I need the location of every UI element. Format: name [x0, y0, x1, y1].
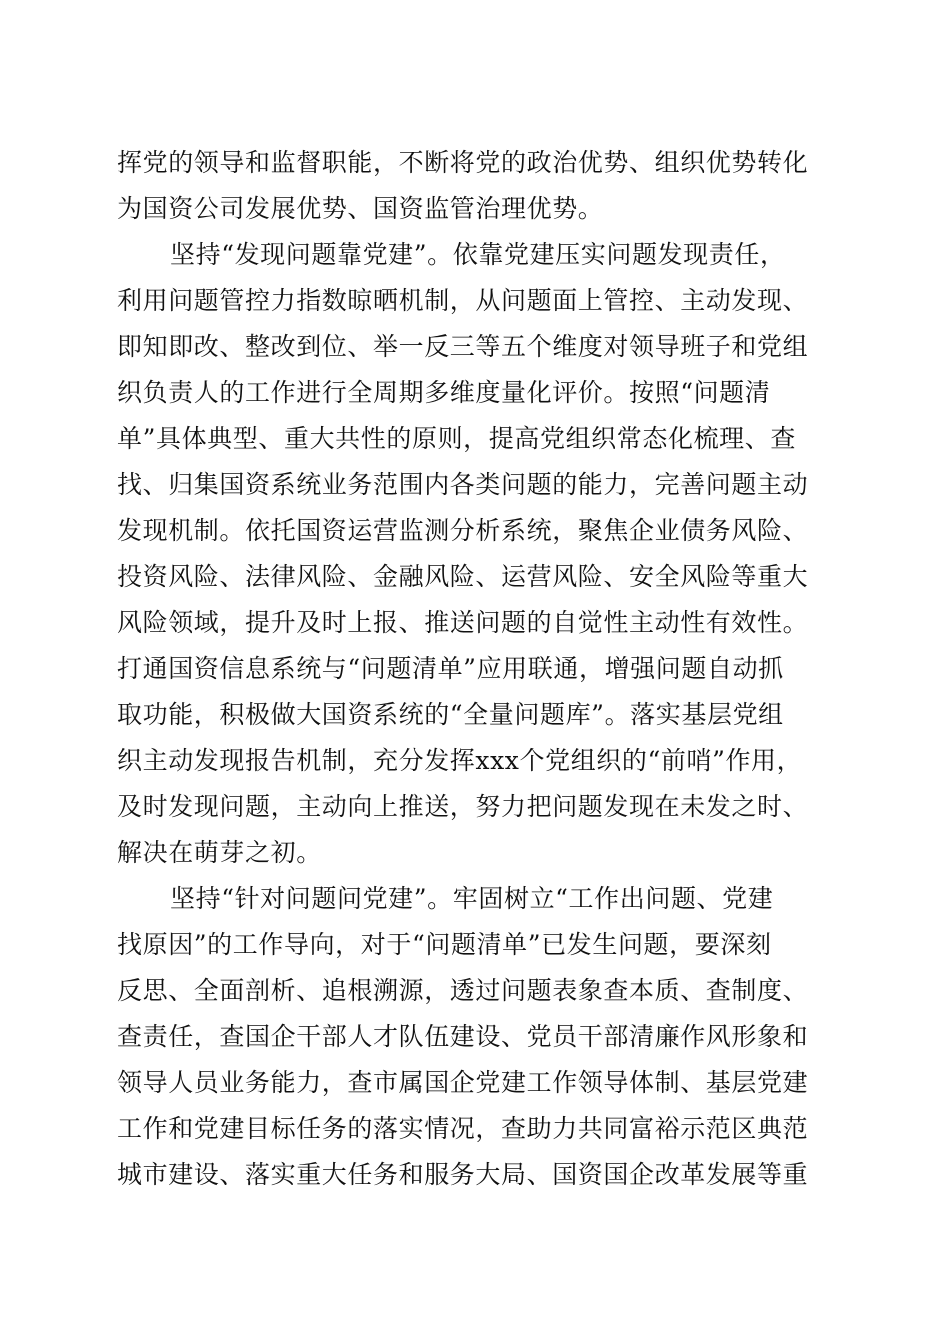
text-line: 挥党的领导和监督职能，不断将党的政治优势、组织优势转化 — [117, 148, 809, 177]
text-line: 织负责人的工作进行全周期多维度量化评价。按照“问题清 — [117, 378, 771, 407]
text-line: 工作和党建目标任务的落实情况，查助力共同富裕示范区典范 — [117, 1114, 809, 1143]
text-line: 找原因”的工作导向，对于“问题清单”已发生问题，要深刻 — [117, 930, 772, 959]
text-line: 领导人员业务能力，查市属国企党建工作领导体制、基层党建 — [117, 1068, 809, 1097]
text-line: 及时发现问题，主动向上推送，努力把问题发现在未发之时、 — [117, 792, 809, 821]
text-line: 城市建设、落实重大任务和服务大局、国资国企改革发展等重 — [117, 1160, 809, 1189]
text-line: 找、归集国资系统业务范围内各类问题的能力，完善问题主动 — [117, 470, 809, 499]
text-line: 利用问题管控力指数晾晒机制，从问题面上管控、主动发现、 — [117, 286, 809, 315]
text-line: 投资风险、法律风险、金融风险、运营风险、安全风险等重大 — [117, 562, 809, 591]
text-line: 反思、全面剖析、追根溯源，透过问题表象查本质、查制度、 — [117, 976, 809, 1005]
text-line: 查责任，查国企干部人才队伍建设、党员干部清廉作风形象和 — [117, 1022, 809, 1051]
paragraph-start-line: 坚持“发现问题靠党建”。依靠党建压实问题发现责任， — [170, 240, 786, 269]
paragraph-start-line: 坚持“针对问题问党建”。牢固树立“工作出问题、党建 — [170, 884, 774, 913]
text-line: 为国资公司发展优势、国资监管治理优势。 — [117, 194, 604, 223]
text-line: 取功能，积极做大国资系统的“全量问题库”。落实基层党组 — [117, 700, 784, 729]
text-line: 即知即改、整改到位、举一反三等五个维度对领导班子和党组 — [117, 332, 809, 361]
text-line: 解决在萌芽之初。 — [117, 838, 322, 867]
text-line: 织主动发现报告机制，充分发挥xxx个党组织的“前哨”作用， — [117, 746, 803, 775]
text-line: 单”具体典型、重大共性的原则，提高党组织常态化梳理、查 — [117, 424, 796, 453]
text-line: 发现机制。依托国资运营监测分析系统，聚焦企业债务风险、 — [117, 516, 809, 545]
text-line: 打通国资信息系统与“问题清单”应用联通，增强问题自动抓 — [117, 654, 784, 683]
text-line: 风险领域，提升及时上报、推送问题的自觉性主动性有效性。 — [117, 608, 809, 637]
